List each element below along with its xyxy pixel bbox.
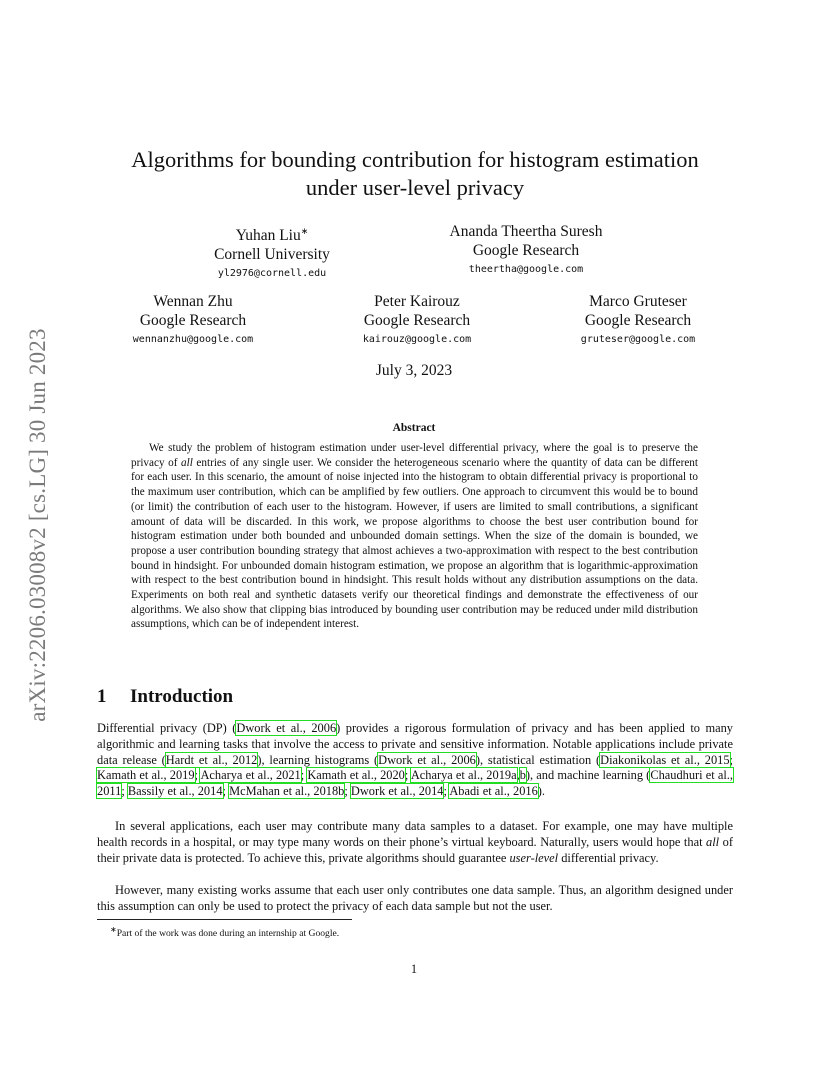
author-name: Wennan Zhu	[153, 293, 233, 310]
citation-link[interactable]: Acharya et al., 2021	[200, 768, 301, 783]
author-affiliation: Google Research	[472, 242, 580, 259]
author-affiliation: Google Research	[584, 312, 692, 329]
author-affiliation: Cornell University	[214, 246, 330, 264]
author-email: yl2976@cornell.edu	[217, 268, 327, 280]
footnote-mark: ∗	[110, 925, 117, 934]
section-title: Introduction	[130, 686, 234, 707]
citation-link[interactable]: Bassily et al., 2014	[127, 784, 223, 799]
footnote	[110, 923, 710, 940]
paper-date: July 3, 2023	[375, 362, 453, 379]
author-name: Peter Kairouz	[374, 293, 460, 310]
title-line-1: Algorithms for bounding contribution for histogram estimation	[131, 147, 699, 172]
citation-link[interactable]: Chaudhuri et al., 2011	[97, 768, 734, 799]
author-block-3	[103, 292, 283, 348]
author-block-4	[327, 292, 507, 348]
citation-link[interactable]: Diakonikolas et al., 2015	[600, 752, 730, 767]
citation-link[interactable]: Dwork et al., 2006	[378, 752, 476, 767]
author-email: kairouz@google.com	[362, 334, 472, 345]
abstract-heading: Abstract	[392, 422, 436, 434]
intro-paragraph-1: Differential privacy (DP) (Dwork et al., 2006) provides a rigorous formulation of privacy and has been applied to many algorithmic and learning tasks that involve the access to private and sensitive information. Notable applications include private data release (Hardt et al., 2012), learning histograms (Dwork et al., 2006), statistical estimation (Diakonikolas et al., 2015; Kamath et al., 2019; Acharya et al., 2021; Kamath et al., 2020; Acharya et al., 2019a,b), and machine learning (Chaudhuri et al., 2011; Bassily et al., 2014; McMahan et al., 2018b; Dwork et al., 2014; Abadi et al., 2016).	[97, 721, 734, 799]
section-number: 1	[97, 686, 107, 707]
page-number: 1	[410, 962, 418, 976]
author-name: Marco Gruteser	[589, 293, 687, 310]
citation-link[interactable]: Hardt et al., 2012	[165, 752, 258, 767]
footnote-text: Part of the work was done during an internship at Google.	[116, 928, 340, 940]
citation-link[interactable]: b	[519, 768, 526, 783]
intro-paragraph-3: However, many existing works assume that each user only contributes one data sample. Thus, an algorithm designed under this assumption can only be used to protect the privacy of each data sample but not the user.	[97, 883, 733, 913]
citation-link[interactable]: Dwork et al., 2006	[236, 721, 337, 735]
author-block-1	[172, 222, 372, 282]
paper-title	[90, 146, 740, 202]
author-name: Yuhan Liu∗	[235, 226, 309, 245]
author-email: gruteser@google.com	[580, 334, 696, 345]
author-name: Ananda Theertha Suresh	[449, 223, 603, 240]
citation-link[interactable]: McMahan et al., 2018b	[229, 784, 345, 799]
section-heading	[97, 686, 737, 708]
citation-link[interactable]: Abadi et al., 2016	[449, 784, 538, 799]
author-email: theertha@google.com	[468, 264, 584, 275]
author-block-2	[406, 222, 646, 278]
citation-link[interactable]: Dwork et al., 2014	[350, 784, 444, 799]
abstract-text: We study the problem of histogram estimation under user-level differential privacy, where the goal is to preserve the privacy of all entries of any single user. We consider the heterogeneous scenario where the quantity of data can be different for each user. In this scenario, the amount of noise injected into the histogram to obtain differential privacy is proportional to the maximum user contribution, which can be amplified by few outliers. One approach to circumvent this would be to bound (or limit) the contribution of each user to the histogram. However, if users are limited to small contributions, a significant amount of data will be discarded. In this work, we propose algorithms to choose the best user contribution bound for histogram estimation under both bounded and unbounded domain settings. When the size of the domain is bounded, we propose a user contribution bounding strategy that almost achieves a two-approximation with respect to the best contribution bound in hindsight. For unbounded domain histogram estimation, we propose an algorithm that is logarithmic-approximation with respect to the best contribution bound in hindsight. This result holds without any distribution assumptions on the data. Experiments on both real and synthetic datasets verify our theoretical findings and demonstrate the effectiveness of our algorithms. We also show that clipping bias introduced by bounding user contribution may be reduced under mild distribution assumptions, which can be of independent interest.	[131, 442, 698, 631]
author-footnote-mark: ∗	[300, 226, 309, 236]
author-block-5	[548, 292, 728, 348]
intro-paragraph-2: In several applications, each user may contribute many data samples to a dataset. For example, one may have multiple health records in a hospital, or may type many words on their phone’s virtual keyboard. Naturally, users would hope that all of their private data is protected. To achieve this, private algorithms should guarantee user-level differential privacy.	[97, 819, 733, 865]
footnote-rule	[97, 919, 352, 920]
citation-link[interactable]: Kamath et al., 2019	[97, 768, 195, 783]
citation-link[interactable]: Acharya et al., 2019a	[410, 768, 517, 783]
author-email: wennanzhu@google.com	[132, 334, 254, 345]
author-affiliation: Google Research	[139, 312, 247, 329]
citation-link[interactable]: Kamath et al., 2020	[307, 768, 405, 783]
author-affiliation: Google Research	[363, 312, 471, 329]
title-line-2: under user-level privacy	[305, 175, 525, 200]
arxiv-stamp-text: arXiv:2206.03008v2 [cs.LG] 30 Jun 2023	[25, 328, 50, 722]
arxiv-stamp	[16, 290, 60, 760]
